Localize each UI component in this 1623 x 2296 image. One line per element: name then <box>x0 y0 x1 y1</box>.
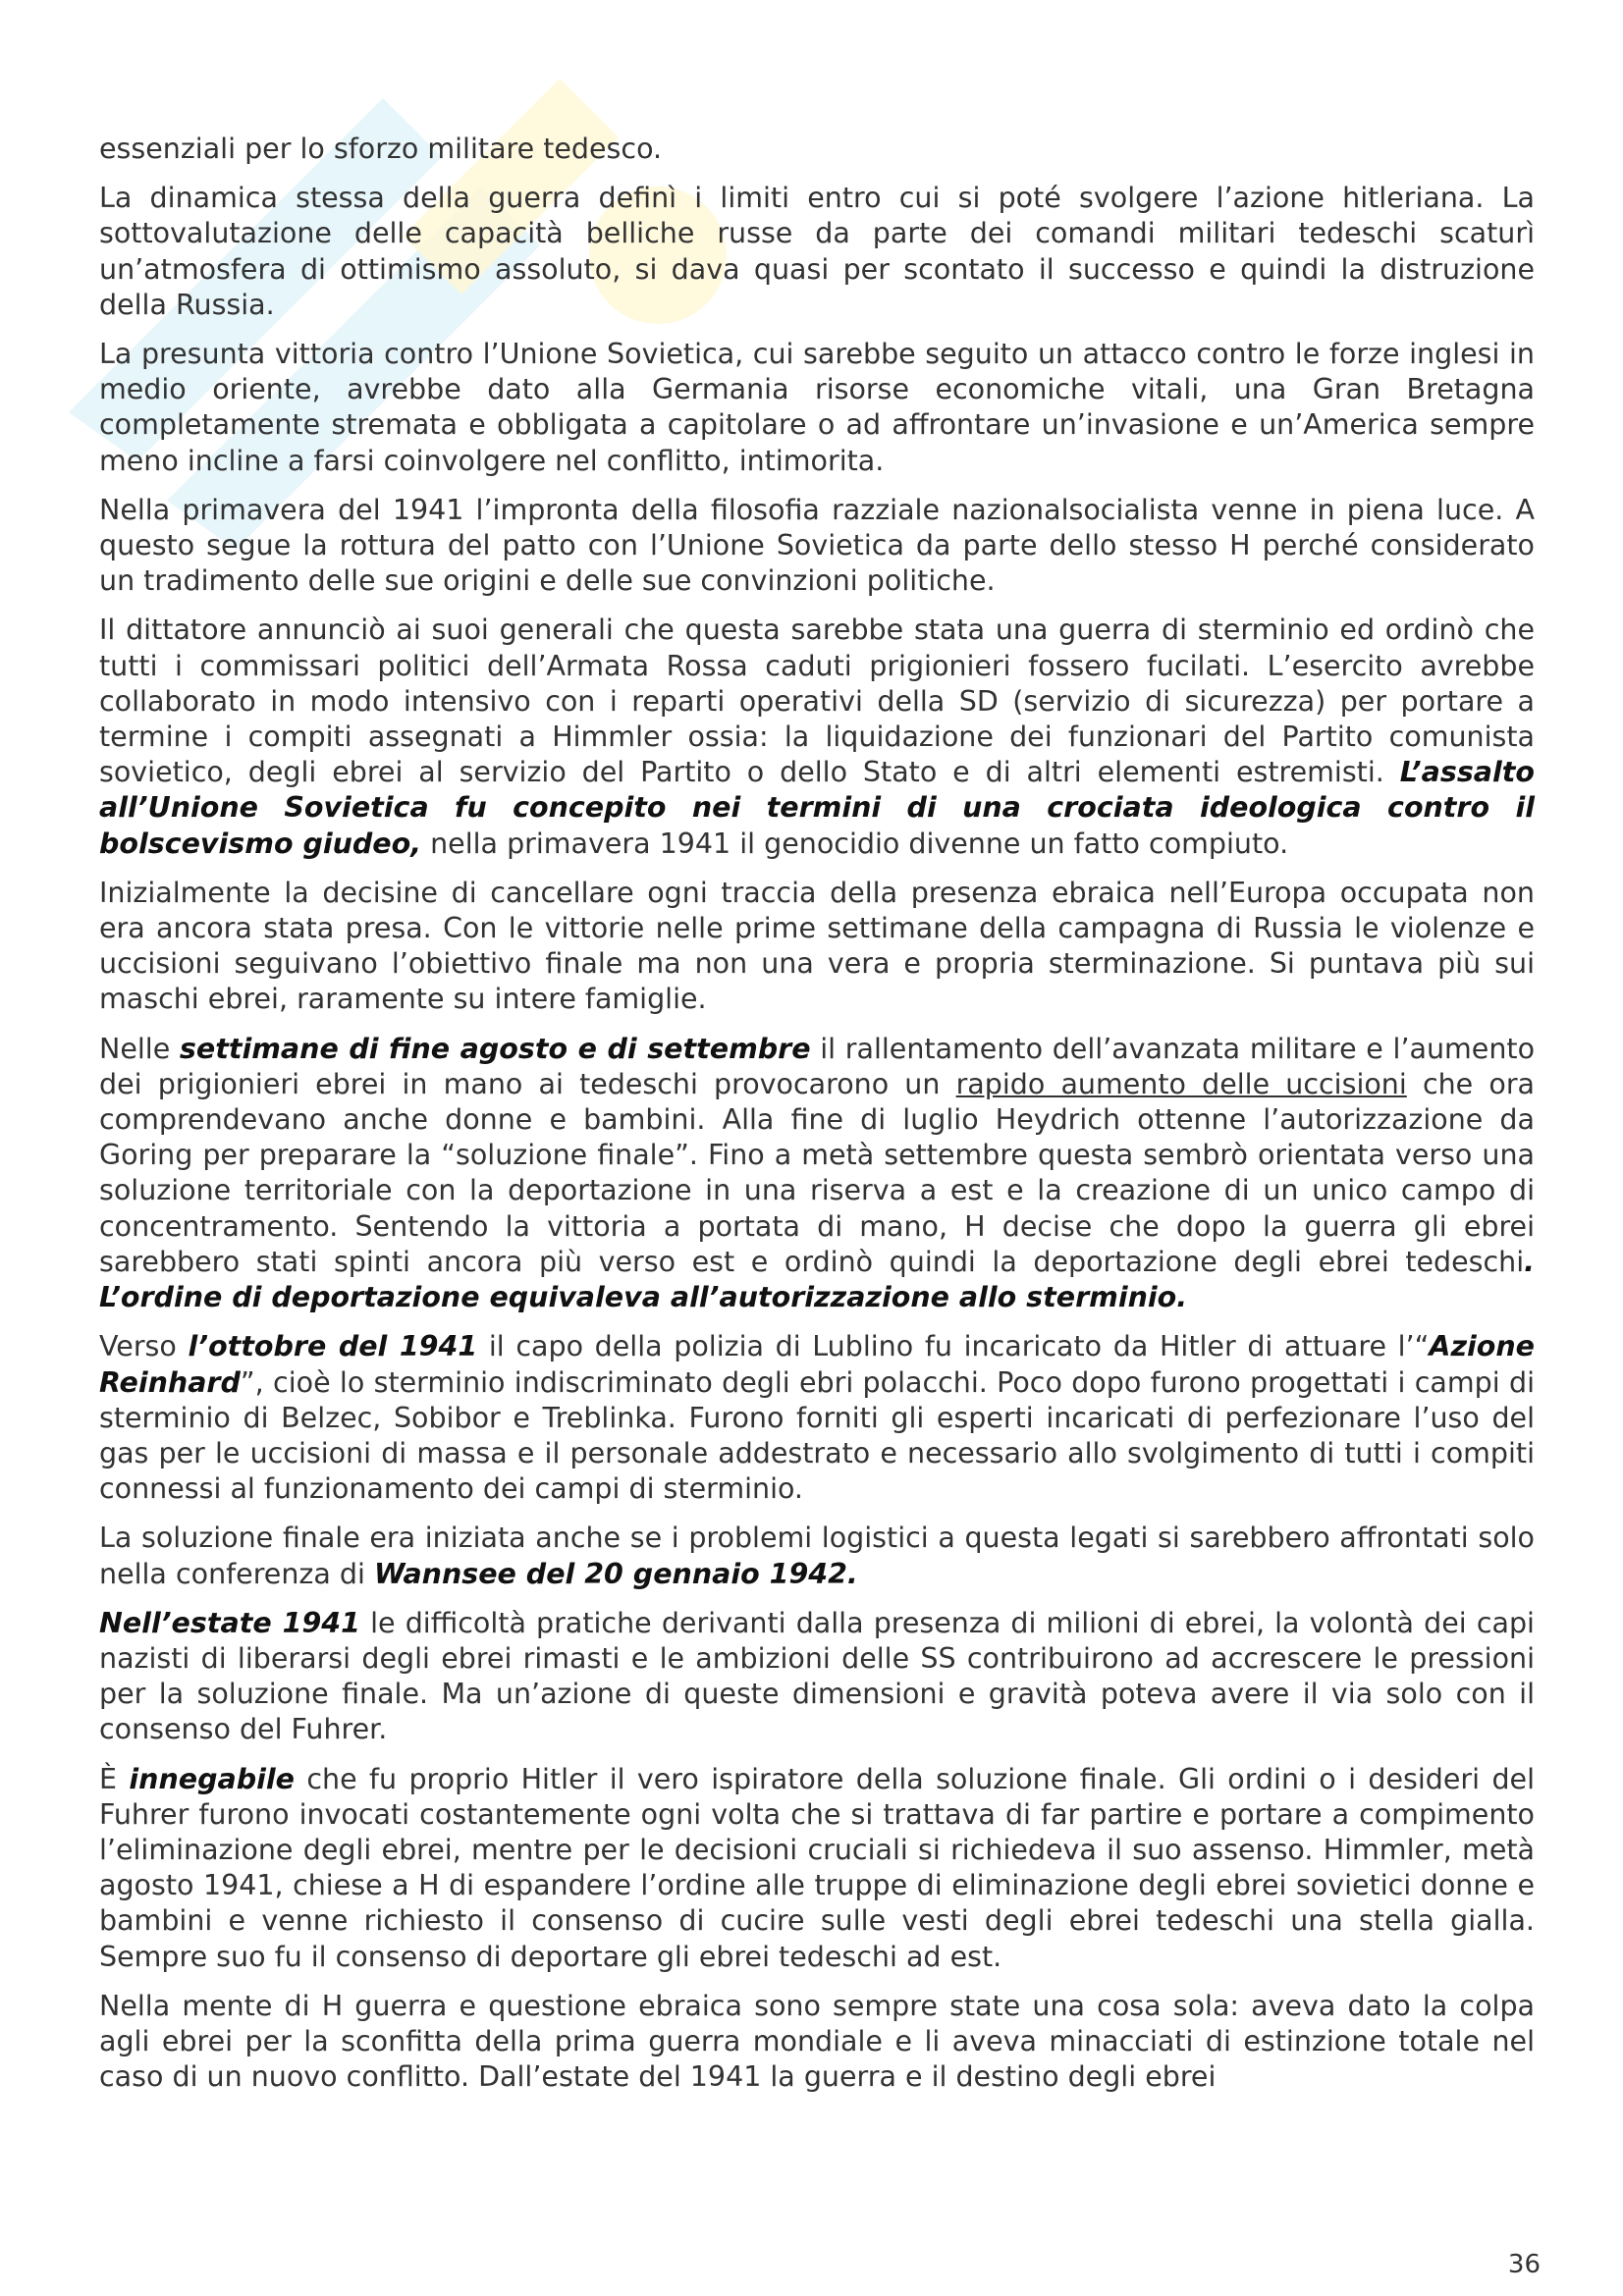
underlined-text: rapido aumento delle uccisioni <box>955 1067 1407 1100</box>
emphasis-text: settimane di fine agosto e di settembre <box>179 1032 811 1065</box>
text-run: Nella mente di H guerra e questione ebraica sono sempre state una cosa sola: aveva dato la colpa agli ebrei per la sconfitta della prima guerra mondiale e li aveva minacciati di estinzione totale nel caso di un nuovo conflitto. Dall’estate del 1941 la guerra e il destino degli ebrei <box>99 1989 1535 2094</box>
text-run: Inizialmente la decisine di cancellare ogni traccia della presenza ebraica nell’Europa occupata non era ancora stata presa. Con le vittorie nelle prime settimane della campagna di Russia le violenze e uccisioni seguivano l’obiettivo finale ma non una vera e propria sterminazione. Si puntava più sui maschi ebrei, raramente su intere famiglie. <box>99 876 1535 1016</box>
emphasis-text: l’ottobre del 1941 <box>188 1330 478 1363</box>
paragraph <box>99 613 1535 861</box>
paragraph <box>99 132 1535 167</box>
text-run: che fu proprio Hitler il vero ispiratore della soluzione finale. Gli ordini o i desideri del Fuhrer furono invocati costantemente ogni volta che si trattava di far partire e portare a compimento l’eliminazione degli ebrei, mentre per le decisioni cruciali si richiedeva il suo assenso. Himmler, metà agosto 1941, chiese a H di espandere l’ordine alle truppe di eliminazione degli ebrei sovietici donne e bambini e venne richiesto il consenso di cucire sulle vesti degli ebrei tedeschi una stella gialla. Sempre suo fu il consenso di deportare gli ebrei tedeschi ad est. <box>99 1762 1535 1973</box>
emphasis-text: innegabile <box>129 1762 295 1795</box>
text-run: che ora comprendevano anche donne e bambini. Alla fine di luglio Heydrich ottenne l’autorizzazione da Goring per preparare la “soluzione finale”. Fino a metà settembre questa sembrò orientata verso una soluzione territoriale con la deportazione in una riserva a est e la creazione di un unico campo di concentramento. Sentendo la vittoria a portata di mano, H decise che dopo la guerra gli ebrei sarebbero stati spinti ancora più verso est e ordinò quindi la deportazione degli ebrei tedeschi <box>99 1067 1535 1278</box>
paragraph <box>99 181 1535 323</box>
page-body <box>99 132 1535 2109</box>
emphasis-text: Wannsee del 20 gennaio 1942. <box>373 1557 858 1590</box>
text-run: le difficoltà pratiche derivanti dalla presenza di milioni di ebrei, la volontà dei capi nazisti di liberarsi degli ebrei rimasti e le ambizioni delle SS contribuirono ad accrescere le pressioni per la soluzione finale. Ma un’azione di queste dimensioni e gravità poteva avere il via solo con il consenso del Fuhrer. <box>99 1606 1535 1746</box>
emphasis-text: . L’ordine di deportazione equivaleva all’autorizzazione allo sterminio. <box>99 1245 1535 1314</box>
text-run: Nelle <box>99 1032 180 1065</box>
emphasis-text: L’assalto all’Unione Sovietica fu concepito nei termini di una crociata ideologica contro il bolscevismo giudeo, <box>99 756 1535 860</box>
text-run: il rallentamento dell’avanzata militare e l’aumento dei prigionieri ebrei in mano ai tedeschi provocarono un <box>99 1032 1536 1100</box>
paragraph <box>99 1032 1535 1316</box>
paragraph <box>99 1989 1535 2096</box>
text-run: La soluzione finale era iniziata anche se i problemi logistici a questa legati si sarebbero affrontati solo nella conferenza di <box>99 1522 1535 1590</box>
text-run: Nella primavera del 1941 l’impronta della filosofia razziale nazionalsocialista venne in piena luce. A questo segue la rottura del patto con l’Unione Sovietica da parte dello stesso H perché considerato un tradimento delle sue origini e delle sue convinzioni politiche. <box>99 493 1535 598</box>
text-run: nella primavera 1941 il genocidio divenne un fatto compiuto. <box>421 827 1289 860</box>
text-run: La dinamica stessa della guerra definì i limiti entro cui si poté svolgere l’azione hitleriana. La sottovalutazione delle capacità belliche russe da parte dei comandi militari tedeschi scaturì un’atmosfera di ottimismo assoluto, si dava quasi per scontato il successo e quindi la distruzione della Russia. <box>99 182 1535 321</box>
paragraph <box>99 876 1535 1018</box>
text-run: La presunta vittoria contro l’Unione Sovietica, cui sarebbe seguito un attacco contro le forze inglesi in medio oriente, avrebbe dato alla Germania risorse economiche vitali, una Gran Bretagna completamente stremata e obbligata a capitolare o ad affrontare un’invasione e un’America sempre meno incline a farsi coinvolgere nel conflitto, intimorita. <box>99 338 1535 477</box>
page-number: 36 <box>1507 2250 1541 2279</box>
paragraph <box>99 1329 1535 1507</box>
text-run: Il dittatore annunciò ai suoi generali che questa sarebbe stata una guerra di sterminio ed ordinò che tutti i commissari politici dell’Armata Rossa caduti prigionieri fossero fucilati. L’esercito avrebbe collaborato in modo intensivo con i reparti operativi della SD (servizio di sicurezza) per portare a termine i compiti assegnati a Himmler ossia: la liquidazione dei funzionari del Partito comunista sovietico, degli ebrei al servizio del Partito o dello Stato e di altri elementi estremisti. <box>99 614 1535 789</box>
text-run: È <box>99 1762 130 1795</box>
emphasis-text: Azione Reinhard <box>99 1330 1536 1399</box>
paragraph <box>99 493 1535 600</box>
text-run: Verso <box>99 1330 189 1363</box>
paragraph <box>99 1762 1535 1975</box>
text-run: essenziali per lo sforzo militare tedesco. <box>99 133 663 165</box>
text-run: il capo della polizia di Lublino fu incaricato da Hitler di attuare l’“ <box>477 1330 1430 1363</box>
paragraph <box>99 337 1535 479</box>
paragraph <box>99 1521 1535 1591</box>
text-run: ”, cioè lo sterminio indiscriminato degli ebri polacchi. Poco dopo furono progettati i campi di sterminio di Belzec, Sobibor e Treblinka. Furono forniti gli esperti incaricati di perfezionare l’uso del gas per le uccisioni di massa e il personale addestrato e necessario allo svolgimento di tutti i compiti connessi al funzionamento dei campi di sterminio. <box>99 1365 1535 1506</box>
emphasis-text: Nell’estate 1941 <box>99 1606 360 1639</box>
paragraph <box>99 1606 1535 1748</box>
